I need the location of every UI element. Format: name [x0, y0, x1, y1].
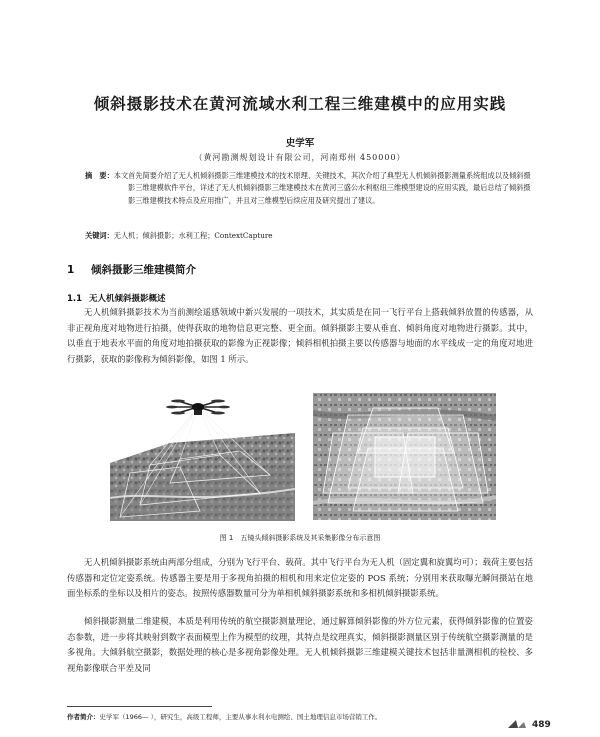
paragraph-2: 无人机倾斜摄影系统由两部分组成，分别为飞行平台、载荷。其中飞行平台为无人机（固定翼和旋翼均可）；载荷主要包括传感器和定位定姿系统。传感器主要是用于多视角拍摄的相机和用来定位定姿的 POS 系统；分别用来获取曝光瞬间摄站在地面坐标系的坐标以及相片的姿态。按照传感器数量可分为单相机倾斜摄影系统和多相机倾斜摄影系统。	[67, 557, 533, 598]
subsection-number: 1.1	[67, 294, 83, 304]
keywords-label: 关键词：	[85, 231, 114, 240]
abstract-text: 本文首先简要介绍了无人机倾斜摄影三维建模技术的技术原理、关键技术，其次介绍了典型无人机倾斜摄影测量系统组成以及倾斜摄影三维建模软件平台，详述了无人机倾斜摄影三维建模技术在黄河三盛公水利枢纽三维模型建设的应用实践，最后总结了倾斜摄影三维建模技术特点及应用推广，并且对三维模型后续应用及研究提出了建议。	[113, 171, 531, 205]
subsection-title: 无人机倾斜摄影概述	[89, 294, 166, 304]
section-heading	[67, 262, 196, 277]
article-title: 倾斜摄影技术在黄河流域水利工程三维建模中的应用实践	[93, 95, 507, 113]
author-affiliation: （黄河勘测规划设计有限公司，河南郑州 450000）	[194, 153, 406, 162]
drone-terrain-illustration	[110, 393, 295, 521]
author-footnote	[67, 712, 537, 721]
image-footprint-illustration	[313, 393, 496, 520]
figure-footprint-image	[313, 393, 496, 520]
abstract-block	[85, 170, 535, 207]
footnote-divider	[67, 706, 212, 707]
author-name: 史学军	[285, 138, 315, 149]
figure-drone-image	[110, 393, 295, 521]
figure-caption: 图 1 五镜头倾斜摄影系统及其采集影像分布示意图	[219, 534, 381, 542]
footnote-label: 作者简介：	[67, 713, 100, 721]
paragraph-1: 无人机倾斜摄影技术为当前测绘遥感领域中新兴发展的一项技术，其实质是在同一飞行平台上搭载倾斜放置的传感器，从非正视角度对地物进行拍摄，使得获取的地物信息更完整、更全面。倾斜摄影主要从垂直、倾斜角度对地物进行摄影。其中，以垂直于地表水平面的角度对地拍摄获取的影像为正视影像；倾斜相机拍摄主要以传感器与地面的水平线成一定的角度对地进行摄影，获取的影像称为倾斜影像，如图 1 所示。	[67, 307, 533, 364]
paragraph-3: 倾斜摄影测量二维建模，本质是利用传统的航空摄影测量理论，通过解算倾斜影像的外方位元素，获得倾斜影像的位置姿态参数，进一步将其映射到数字表面模型上作为模型的纹理，其特点是纹理真实，倾斜摄影测量区别于传统航空摄影测量的是多视角。大倾斜航空摄影，数据处理的核心是多视角影像处理。无人机倾斜摄影三维建模关键技术包括非量测相机的检校、多视角影像联合平差及同	[67, 616, 533, 673]
footnote-text: 史学军（1966— ），研究生，高级工程师，主要从事水利水电测绘、国土地理信息市场营销工作。	[99, 713, 382, 721]
keywords-text: 无人机；倾斜摄影；水利工程；ContextCapture	[113, 231, 273, 240]
keywords-block	[85, 231, 535, 241]
section-number: 1	[67, 264, 75, 276]
page-number: 489	[532, 720, 551, 730]
section-title: 倾斜摄影三维建模简介	[91, 264, 196, 276]
abstract-label: 摘 要：	[85, 171, 114, 180]
subsection-heading	[67, 292, 166, 304]
page-mark-icon	[508, 719, 530, 729]
